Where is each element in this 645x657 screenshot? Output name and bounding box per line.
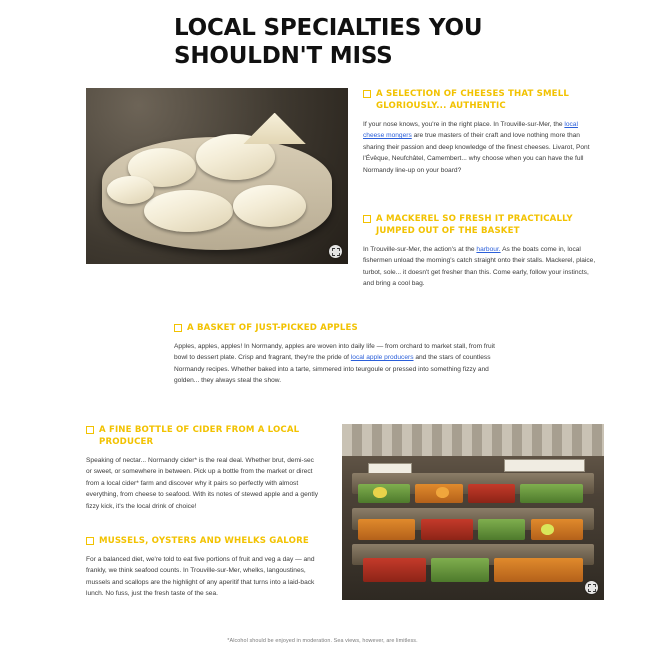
section-title: A FINE BOTTLE OF CIDER FROM A LOCAL PRODUCER [99,425,300,447]
produce-crate [421,519,473,540]
section-heading [86,535,318,547]
section-heading [363,88,600,112]
section-apples [174,322,504,387]
footnote: *Alcohol should be enjoyed in moderation. Sea views, however, are limitless. [227,638,418,644]
expand-icon[interactable] [585,581,598,594]
produce-crate [431,558,489,583]
produce-crate [531,519,583,540]
produce-crate [520,484,583,503]
section-title: A SELECTION OF CHEESES THAT SMELL GLORIOUSLY... AUTHENTIC [376,89,569,111]
paragraph-part-2: are true masters of their craft and love nothing more than sharing their passion and deep knowledge of the finest cheeses. Livarot, Pont l'Évêque, Neufchâtel, Camembert... why choose when you can have the full Normandy line-up on your board? [363,132,590,174]
image-market-stall[interactable] [342,424,604,600]
stall-sign [504,459,585,472]
link-harbour[interactable]: harbour. [476,246,501,253]
produce-crate [478,519,525,540]
section-title: A MACKEREL SO FRESH IT PRACTICALLY JUMPED OUT OF THE BASKET [376,214,573,236]
paragraph-part-2: and the stars of countless Normandy recipes. Whether baked into a tarte, simmered into teurgoule or pressed into something fizzy and golden... they always steal the show. [174,354,491,385]
produce-crate [358,519,416,540]
expand-icon[interactable] [329,245,342,258]
cheese-wheel [107,176,154,204]
cheese-wheel [233,185,306,227]
paragraph-part-2: As the boats come in, local fishermen unload the morning's catch straight onto their stalls. Mackerel, plaice, turbot, sole... it doesn't get fresher than this. Come early, follow your instincts, and bring a cool bag. [363,246,596,288]
section-heading [86,424,318,448]
cheese-wedge [243,113,306,145]
section-paragraph [363,119,600,176]
produce-crate [468,484,515,503]
section-title: MUSSELS, OYSTERS AND WHELKS GALORE [99,536,309,546]
section-heading [363,213,600,237]
square-bullet-icon [174,324,182,332]
market-illustration [342,424,604,600]
section-mackerel [363,213,600,290]
section-paragraph: Speaking of nectar... Normandy cider* is the real deal. Whether brut, demi-sec or sweet, or somewhere in between. Pick up a bottle from the market or direct from a local cider* farm and discover why it pairs so perfectly with almost everything, from cheese to seafood. With its notes of stewed apple and a gently fizzy kick, it's the local drink of choice! [86,457,319,510]
section-cider [86,424,318,512]
link-cheese-mongers[interactable]: local cheese mongers [363,121,578,140]
square-bullet-icon [86,537,94,545]
produce-item [373,487,386,498]
produce-crate [494,558,583,583]
square-bullet-icon [86,426,94,434]
paragraph-part-1: If your nose knows, you're in the right place. In Trouville-sur-Mer, the [363,121,565,128]
section-cheeses [363,88,600,176]
awning [342,424,604,456]
section-paragraph [174,341,504,387]
section-paragraph [363,244,600,290]
title-block [174,14,594,70]
paragraph-part-1: Apples, apples, apples! In Normandy, apples are woven into daily life — from orchard to market stall, from fruit bowl to dessert plate. Crisp and fragrant, they're the pride of [174,343,495,362]
cheese-wheel [144,190,233,232]
cheese-illustration [86,88,348,264]
produce-crate [363,558,426,583]
stall-sign [368,463,412,474]
section-heading [174,322,504,334]
produce-item [541,524,554,535]
square-bullet-icon [363,90,371,98]
link-apple-producers[interactable]: local apple producers [350,354,414,362]
section-mussels [86,535,318,600]
paragraph-part-1: In Trouville-sur-Mer, the action's at the [363,246,477,253]
square-bullet-icon [363,215,371,223]
page-title: LOCAL SPECIALTIES YOU SHOULDN'T MISS [174,15,483,69]
section-title: A BASKET OF JUST-PICKED APPLES [187,323,358,333]
section-paragraph: For a balanced diet, we're told to eat five portions of fruit and veg a day — and frankly, we think seafood counts. In Trouville-sur-Mer, whelks, langoustines, mussels and scallops are the highlight of any aperitif that turns into a laid-back lunch. No fuss, just the fresh taste of the sea. [86,556,315,598]
image-cheeses[interactable] [86,88,348,264]
